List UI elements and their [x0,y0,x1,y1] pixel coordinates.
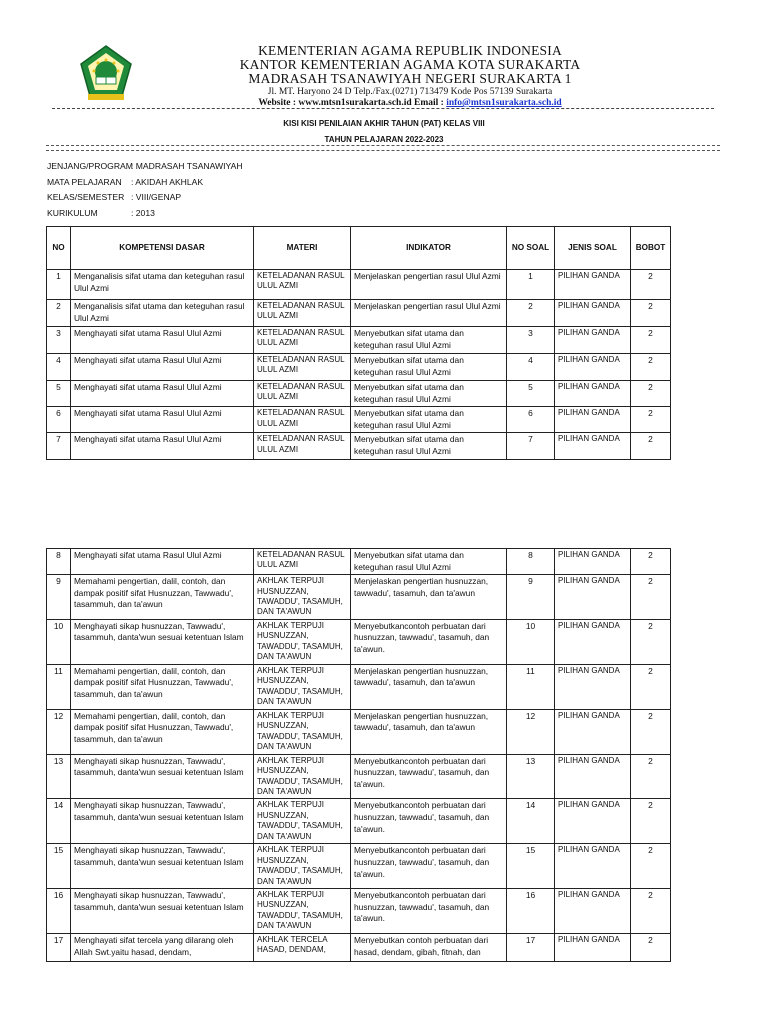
cell-jenis-soal: PILIHAN GANDA [555,664,631,709]
cell-indikator: Menyebutkan sifat utama dan keteguhan rasul Ulul Azmi [351,407,507,433]
table-row [47,433,671,459]
cell-no: 2 [47,300,71,327]
cell-jenis-soal: PILIHAN GANDA [555,407,631,433]
cell-materi: KETELADANAN RASUL ULUL AZMI [254,407,351,433]
table-row [47,381,671,407]
table-row [47,575,671,620]
cell-jenis-soal: PILIHAN GANDA [555,619,631,664]
cell-no: 7 [47,433,71,459]
document-meta [47,159,243,221]
office-name: KANTOR KEMENTERIAN AGAMA KOTA SURAKARTA [239,57,581,72]
cell-bobot: 2 [631,354,671,381]
cell-no: 11 [47,664,71,709]
cell-no: 8 [47,549,71,575]
cell-jenis-soal: PILIHAN GANDA [555,575,631,620]
cell-materi: KETELADANAN RASUL ULUL AZMI [254,327,351,354]
cell-no-soal: 8 [507,549,555,575]
cell-no: 12 [47,709,71,754]
table-row [47,844,671,889]
col-header-bobot: BOBOT [631,227,671,270]
cell-no-soal: 12 [507,709,555,754]
grid-table-page2 [46,548,671,962]
cell-no: 5 [47,381,71,407]
cell-kompetensi: Memahami pengertian, dalil, contoh, dan dampak positif sifat Husnuzzan, Tawwadu', tasammuh, dan ta'awun [71,575,254,620]
cell-indikator: Menyebutkancontoh perbuatan dari husnuzzan, tawwadu', tasamuh, dan ta'awun. [351,754,507,799]
cell-no-soal: 5 [507,381,555,407]
cell-kompetensi: Menghayati sikap husnuzzan, Tawwadu', tasammuh, danta'wun sesuai ketentuan Islam [71,844,254,889]
cell-jenis-soal: PILIHAN GANDA [555,754,631,799]
cell-materi: KETELADANAN RASUL ULUL AZMI [254,549,351,575]
table-row [47,754,671,799]
cell-no: 16 [47,889,71,934]
cell-kompetensi: Menghayati sikap husnuzzan, Tawwadu', tasammuh, danta'wun sesuai ketentuan Islam [71,889,254,934]
cell-materi: KETELADANAN RASUL ULUL AZMI [254,381,351,407]
cell-kompetensi: Menghayati sikap husnuzzan, Tawwadu', tasammuh, danta'wun sesuai ketentuan Islam [71,799,254,844]
cell-kompetensi: Menghayati sifat utama Rasul Ulul Azmi [71,549,254,575]
cell-no: 1 [47,270,71,300]
cell-indikator: Menyebutkan sifat utama dan keteguhan rasul Ulul Azmi [351,327,507,354]
cell-no-soal: 16 [507,889,555,934]
website-label: Website : www.mtsn1surakarta.sch.id Email : [258,98,447,108]
academic-year: TAHUN PELAJARAN 2022-2023 [324,135,444,144]
cell-kompetensi: Menghayati sikap husnuzzan, Tawwadu', tasammuh, danta'wun sesuai ketentuan Islam [71,754,254,799]
cell-no-soal: 11 [507,664,555,709]
cell-indikator: Menjelaskan pengertian husnuzzan, tawwadu', tasamuh, dan ta'awun [351,664,507,709]
table-row [47,619,671,664]
cell-no-soal: 6 [507,407,555,433]
cell-indikator: Menyebutkancontoh perbuatan dari husnuzzan, tawwadu', tasamuh, dan ta'awun. [351,844,507,889]
table-row [47,549,671,575]
address: Jl. MT. Haryono 24 D Telp./Fax.(0271) 713479 Kode Pos 57139 Surakarta [267,87,553,97]
table-row [47,799,671,844]
cell-no-soal: 2 [507,300,555,327]
letterhead [140,44,680,109]
school-name: MADRASAH TSANAWIYAH NEGERI SURAKARTA 1 [248,71,572,86]
cell-kompetensi: Memahami pengertian, dalil, contoh, dan dampak positif sifat Husnuzzan, Tawwadu', tasammuh, dan ta'awun [71,709,254,754]
cell-bobot: 2 [631,575,671,620]
table-row [47,300,671,327]
cell-bobot: 2 [631,934,671,962]
cell-materi: AKHLAK TERPUJI HUSNUZZAN, TAWADDU', TASAMUH, DAN TA'AWUN [254,754,351,799]
cell-bobot: 2 [631,327,671,354]
cell-materi: AKHLAK TERPUJI HUSNUZZAN, TAWADDU', TASAMUH, DAN TA'AWUN [254,889,351,934]
cell-kompetensi: Menghayati sikap husnuzzan, Tawwadu', tasammuh, danta'wun sesuai ketentuan Islam [71,619,254,664]
cell-jenis-soal: PILIHAN GANDA [555,327,631,354]
cell-no-soal: 9 [507,575,555,620]
document-title: KISI KISI PENILAIAN AKHIR TAHUN (PAT) KELAS VIII [283,119,485,128]
cell-no: 17 [47,934,71,962]
cell-bobot: 2 [631,619,671,664]
meta-row [47,175,243,191]
cell-kompetensi: Menghayati sifat utama Rasul Ulul Azmi [71,354,254,381]
cell-no: 4 [47,354,71,381]
cell-indikator: Menjelaskan pengertian husnuzzan, tawwadu', tasamuh, dan ta'awun [351,575,507,620]
meta-value: : VIII/GENAP [131,192,182,202]
cell-bobot: 2 [631,664,671,709]
cell-indikator: Menyebutkan sifat utama dan keteguhan rasul Ulul Azmi [351,381,507,407]
title-divider [46,145,720,151]
cell-materi: AKHLAK TERPUJI HUSNUZZAN, TAWADDU', TASAMUH, DAN TA'AWUN [254,619,351,664]
cell-materi: AKHLAK TERCELA HASAD, DENDAM, [254,934,351,962]
cell-indikator: Menyebutkan sifat utama dan keteguhan rasul Ulul Azmi [351,354,507,381]
cell-no: 10 [47,619,71,664]
table-row [47,889,671,934]
ministry-name: KEMENTERIAN AGAMA REPUBLIK INDONESIA [258,43,562,58]
grid-table-page1 [46,226,671,460]
email-link[interactable]: info@mtsn1surakarta.sch.id [446,98,562,108]
cell-kompetensi: Menghayati sifat utama Rasul Ulul Azmi [71,433,254,459]
cell-materi: AKHLAK TERPUJI HUSNUZZAN, TAWADDU', TASAMUH, DAN TA'AWUN [254,575,351,620]
cell-no-soal: 13 [507,754,555,799]
table-body-page2 [47,549,671,962]
cell-no: 13 [47,754,71,799]
cell-bobot: 2 [631,844,671,889]
cell-materi: KETELADANAN RASUL ULUL AZMI [254,300,351,327]
table-row [47,709,671,754]
meta-key: KELAS/SEMESTER [47,192,125,202]
header-divider [52,108,714,109]
cell-no-soal: 4 [507,354,555,381]
cell-bobot: 2 [631,709,671,754]
cell-no: 15 [47,844,71,889]
cell-bobot: 2 [631,433,671,459]
table-row [47,270,671,300]
cell-kompetensi: Menghayati sifat utama Rasul Ulul Azmi [71,407,254,433]
cell-jenis-soal: PILIHAN GANDA [555,934,631,962]
table-body-page1 [47,270,671,460]
cell-no-soal: 10 [507,619,555,664]
cell-indikator: Menyebutkan sifat utama dan keteguhan rasul Ulul Azmi [351,433,507,459]
cell-no: 6 [47,407,71,433]
cell-no-soal: 17 [507,934,555,962]
cell-jenis-soal: PILIHAN GANDA [555,433,631,459]
table-header-row [47,227,671,270]
meta-key: MATA PELAJARAN [47,176,122,187]
cell-bobot: 2 [631,407,671,433]
cell-bobot: 2 [631,270,671,300]
cell-no-soal: 15 [507,844,555,889]
cell-materi: AKHLAK TERPUJI HUSNUZZAN, TAWADDU', TASAMUH, DAN TA'AWUN [254,799,351,844]
cell-indikator: Menjelaskan pengertian husnuzzan, tawwadu', tasamuh, dan ta'awun [351,709,507,754]
table-row [47,934,671,962]
table-row [47,354,671,381]
meta-row [47,190,243,206]
cell-materi: AKHLAK TERPUJI HUSNUZZAN, TAWADDU', TASAMUH, DAN TA'AWUN [254,709,351,754]
cell-no: 3 [47,327,71,354]
meta-row [47,206,243,222]
cell-materi: AKHLAK TERPUJI HUSNUZZAN, TAWADDU', TASAMUH, DAN TA'AWUN [254,664,351,709]
cell-bobot: 2 [631,549,671,575]
table-row [47,327,671,354]
cell-materi: KETELADANAN RASUL ULUL AZMI [254,354,351,381]
meta-value: : MADRASAH TSANAWIYAH [131,161,243,171]
cell-bobot: 2 [631,799,671,844]
cell-jenis-soal: PILIHAN GANDA [555,354,631,381]
cell-jenis-soal: PILIHAN GANDA [555,270,631,300]
cell-kompetensi: Menghayati sifat tercela yang dilarang oleh Allah Swt.yaitu hasad, dendam, [71,934,254,962]
cell-indikator: Menyebutkancontoh perbuatan dari husnuzzan, tawwadu', tasamuh, dan ta'awun. [351,619,507,664]
meta-value: : AKIDAH AKHLAK [131,176,204,187]
meta-key: JENJANG/PROGRAM [47,161,133,171]
cell-jenis-soal: PILIHAN GANDA [555,799,631,844]
cell-materi: KETELADANAN RASUL ULUL AZMI [254,433,351,459]
table-row [47,407,671,433]
cell-kompetensi: Menganalisis sifat utama dan keteguhan rasul Ulul Azmi [71,270,254,300]
cell-indikator: Menjelaskan pengertian rasul Ulul Azmi [351,300,507,327]
cell-materi: AKHLAK TERPUJI HUSNUZZAN, TAWADDU', TASAMUH, DAN TA'AWUN [254,844,351,889]
cell-jenis-soal: PILIHAN GANDA [555,844,631,889]
cell-indikator: Menyebutkancontoh perbuatan dari husnuzzan, tawwadu', tasamuh, dan ta'awun. [351,889,507,934]
cell-jenis-soal: PILIHAN GANDA [555,709,631,754]
cell-kompetensi: Menghayati sifat utama Rasul Ulul Azmi [71,327,254,354]
cell-kompetensi: Menghayati sifat utama Rasul Ulul Azmi [71,381,254,407]
cell-no: 14 [47,799,71,844]
meta-row [47,159,243,175]
col-header-no-soal: NO SOAL [507,227,555,270]
cell-materi: KETELADANAN RASUL ULUL AZMI [254,270,351,300]
kemenag-logo [78,44,134,104]
cell-bobot: 2 [631,889,671,934]
col-header-kd: KOMPETENSI DASAR [71,227,254,270]
cell-kompetensi: Memahami pengertian, dalil, contoh, dan dampak positif sifat Husnuzzan, Tawwadu', tasammuh, dan ta'awun [71,664,254,709]
cell-bobot: 2 [631,300,671,327]
meta-key: KURIKULUM [47,207,98,218]
cell-jenis-soal: PILIHAN GANDA [555,549,631,575]
col-header-no: NO [47,227,71,270]
cell-indikator: Menjelaskan pengertian rasul Ulul Azmi [351,270,507,300]
cell-jenis-soal: PILIHAN GANDA [555,889,631,934]
meta-value: : 2013 [131,207,155,218]
cell-kompetensi: Menganalisis sifat utama dan keteguhan rasul Ulul Azmi [71,300,254,327]
col-header-materi: MATERI [254,227,351,270]
cell-no-soal: 7 [507,433,555,459]
cell-bobot: 2 [631,381,671,407]
cell-no: 9 [47,575,71,620]
col-header-indikator: INDIKATOR [351,227,507,270]
cell-no-soal: 1 [507,270,555,300]
cell-bobot: 2 [631,754,671,799]
cell-indikator: Menyebutkan sifat utama dan keteguhan rasul Ulul Azmi [351,549,507,575]
cell-no-soal: 3 [507,327,555,354]
col-header-jenis-soal: JENIS SOAL [555,227,631,270]
cell-indikator: Menyebutkancontoh perbuatan dari husnuzzan, tawwadu', tasamuh, dan ta'awun. [351,799,507,844]
cell-jenis-soal: PILIHAN GANDA [555,381,631,407]
cell-indikator: Menyebutkan contoh perbuatan dari hasad, dendam, gibah, fitnah, dan [351,934,507,962]
cell-no-soal: 14 [507,799,555,844]
table-row [47,664,671,709]
cell-jenis-soal: PILIHAN GANDA [555,300,631,327]
